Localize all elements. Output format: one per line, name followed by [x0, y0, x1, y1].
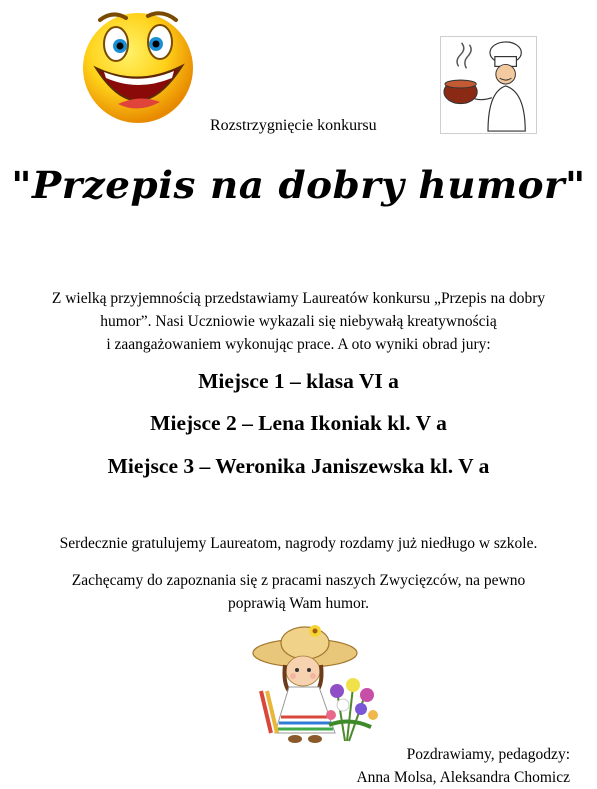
signature-block — [356, 743, 570, 789]
chef-icon — [440, 36, 537, 134]
congratulations-text: Serdecznie gratulujemy Laureatom, nagrody rozdamy już niedługo w szkole. — [59, 535, 538, 552]
smiley-face-icon — [78, 6, 198, 128]
girl-with-flowers-icon — [245, 621, 385, 751]
encouragement-paragraph — [0, 569, 597, 615]
result-first-place: Miejsce 1 – klasa VI a — [198, 369, 399, 393]
signature-greeting: Pozdrawiamy, pedagodzy: — [406, 746, 570, 763]
encouragement-line: Zachęcamy do zapoznania się z pracami naszych Zwycięzców, na pewno — [71, 572, 526, 589]
intro-line: i zaangażowaniem wykonując prace. A oto wyniki obrad jury: — [106, 336, 491, 353]
intro-paragraph — [0, 287, 597, 356]
contest-title: "Przepis na dobry humor" — [11, 163, 586, 207]
intro-line: humor”. Nasi Uczniowie wykazali się niebywałą kreatywnością — [100, 313, 497, 330]
result-second-place: Miejsce 2 – Lena Ikoniak kl. V a — [150, 411, 447, 435]
signature-names: Anna Molsa, Aleksandra Chomicz — [356, 769, 570, 786]
encouragement-line: poprawią Wam humor. — [228, 595, 369, 612]
result-third-place: Miejsce 3 – Weronika Janiszewska kl. V a — [107, 454, 490, 478]
contest-subtitle: Rozstrzygnięcie konkursu — [210, 117, 377, 134]
intro-line: Z wielką przyjemnością przedstawiamy Laureatów konkursu „Przepis na dobry — [51, 290, 546, 307]
